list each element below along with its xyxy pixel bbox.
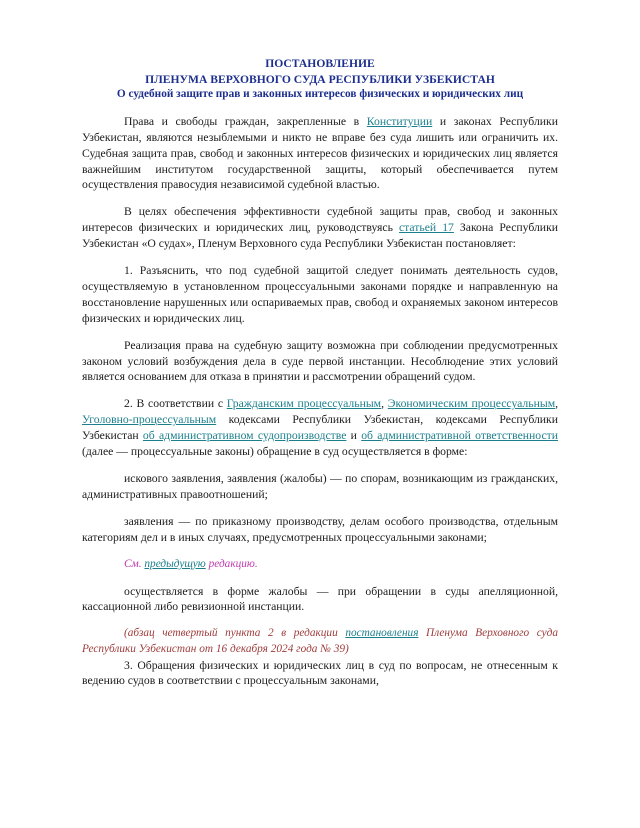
paragraph-preamble-2 xyxy=(82,204,558,252)
text-run: 2. В соответствии с xyxy=(124,397,227,411)
text-run: кодексами Республики Узбекистан, кодексами Республики Узбекистан xyxy=(82,413,558,443)
text-run: и законах Республики Узбекистан, являются незыблемыми и никто не вправе без суда лишить или ограничить их. Судебная защита прав, свобод и законных интересов физических и юридических лиц является важнейшим институтом государственной защиты, который обеспечивается путем осуществления правосудия независимой судебной властью. xyxy=(82,114,558,192)
text-run: В целях обеспечения эффективности судебной защиты прав, свобод и законных интересов физических и юридических лиц, руководствуясь xyxy=(82,205,558,235)
link-resolution[interactable]: постановления xyxy=(345,627,419,640)
note-editorial-source xyxy=(82,626,558,657)
paragraph-item-1 xyxy=(82,263,558,327)
document-title-block xyxy=(82,56,558,103)
link-об-административной-ответственности[interactable]: об административной ответственности xyxy=(361,429,558,443)
title-line-2: ПЛЕНУМА ВЕРХОВНОГО СУДА РЕСПУБЛИКИ УЗБЕКИСТАН xyxy=(145,72,495,86)
document-body xyxy=(82,114,558,690)
text-run: (далее — процессуальные законы) обращение в суд осуществляется в форме: xyxy=(82,445,468,459)
paragraph-item-3: 3. Обращения физических и юридических лиц в суд по вопросам, не отнесенным к ведению судов в соответствии с процессуальным законами, xyxy=(82,658,558,688)
link-уголовно-процессуальным[interactable]: Уголовно-процессуальным xyxy=(82,413,217,427)
text-run: Права и свободы граждан, закрепленные в xyxy=(124,114,367,128)
paragraph-form-complaint: осуществляется в форме жалобы — при обращении в суды апелляционной, кассационной либо ревизионной инстанции. xyxy=(82,584,558,614)
link-экономическим-процессуальным[interactable]: Экономическим процессуальным xyxy=(387,397,556,411)
link-previous-edition[interactable]: предыдущую xyxy=(144,557,206,570)
link-конституции[interactable]: Конституции xyxy=(366,114,433,128)
text-run: , xyxy=(555,397,559,411)
text-run: Закона Республики Узбекистан «О судах», Пленум Верховного суда Республики Узбекистан постановляет: xyxy=(82,221,558,251)
note-previous-prefix: См. xyxy=(124,557,145,570)
document-subtitle: О судебной защите прав и законных интересов физических и юридических лиц xyxy=(116,88,524,101)
text-run: 1. Разъяснить, что под судебной защитой следует понимать деятельность судов, осуществляемую в установленном процессуальными законами порядке и направленную на восстановление нарушенных или оспариваемых прав, свобод и охраняемых законом интересов физических и юридических лиц. xyxy=(82,264,558,325)
paragraph-preamble-1 xyxy=(82,114,558,194)
text-run: и xyxy=(346,429,362,443)
note-editorial-suffix: Пленума Верховного суда Республики Узбекистан от 16 декабря 2024 года № 39) xyxy=(82,627,558,655)
paragraph-item-2 xyxy=(82,396,558,460)
text-run: , xyxy=(381,397,388,411)
paragraph-form-application xyxy=(82,514,558,546)
title-line-1: ПОСТАНОВЛЕНИЕ xyxy=(265,57,375,70)
paragraph-form-claim xyxy=(82,471,558,503)
text-run: искового заявления, заявления (жалобы) — по спорам, возникающим из гражданских, административных правоотношений; xyxy=(82,472,558,501)
text-run: заявления — по приказному производству, делам особого производства, отдельным категориям дел и в иных случаях, предусмотренных процессуальными законами; xyxy=(82,514,558,544)
paragraph-item-1-continued xyxy=(82,338,558,386)
link-об-административном-судопроизводстве[interactable]: об административном судопроизводстве xyxy=(142,429,347,443)
note-previous-suffix: редакцию. xyxy=(205,557,258,570)
note-editorial-prefix: (абзац четвертый пункта 2 в редакции xyxy=(124,627,346,640)
link-гражданским-процессуальным[interactable]: Гражданским процессуальным xyxy=(226,397,382,411)
text-run: Реализация права на судебную защиту возможна при соблюдении предусмотренных законом условий возбуждения дела в суде первой инстанции. Несоблюдение этих условий является основанием для отказа в принятии и рассмотрении обращений судом. xyxy=(82,338,558,384)
note-previous-edition xyxy=(82,557,558,573)
link-статьей-17[interactable]: статьей 17 xyxy=(398,221,454,235)
